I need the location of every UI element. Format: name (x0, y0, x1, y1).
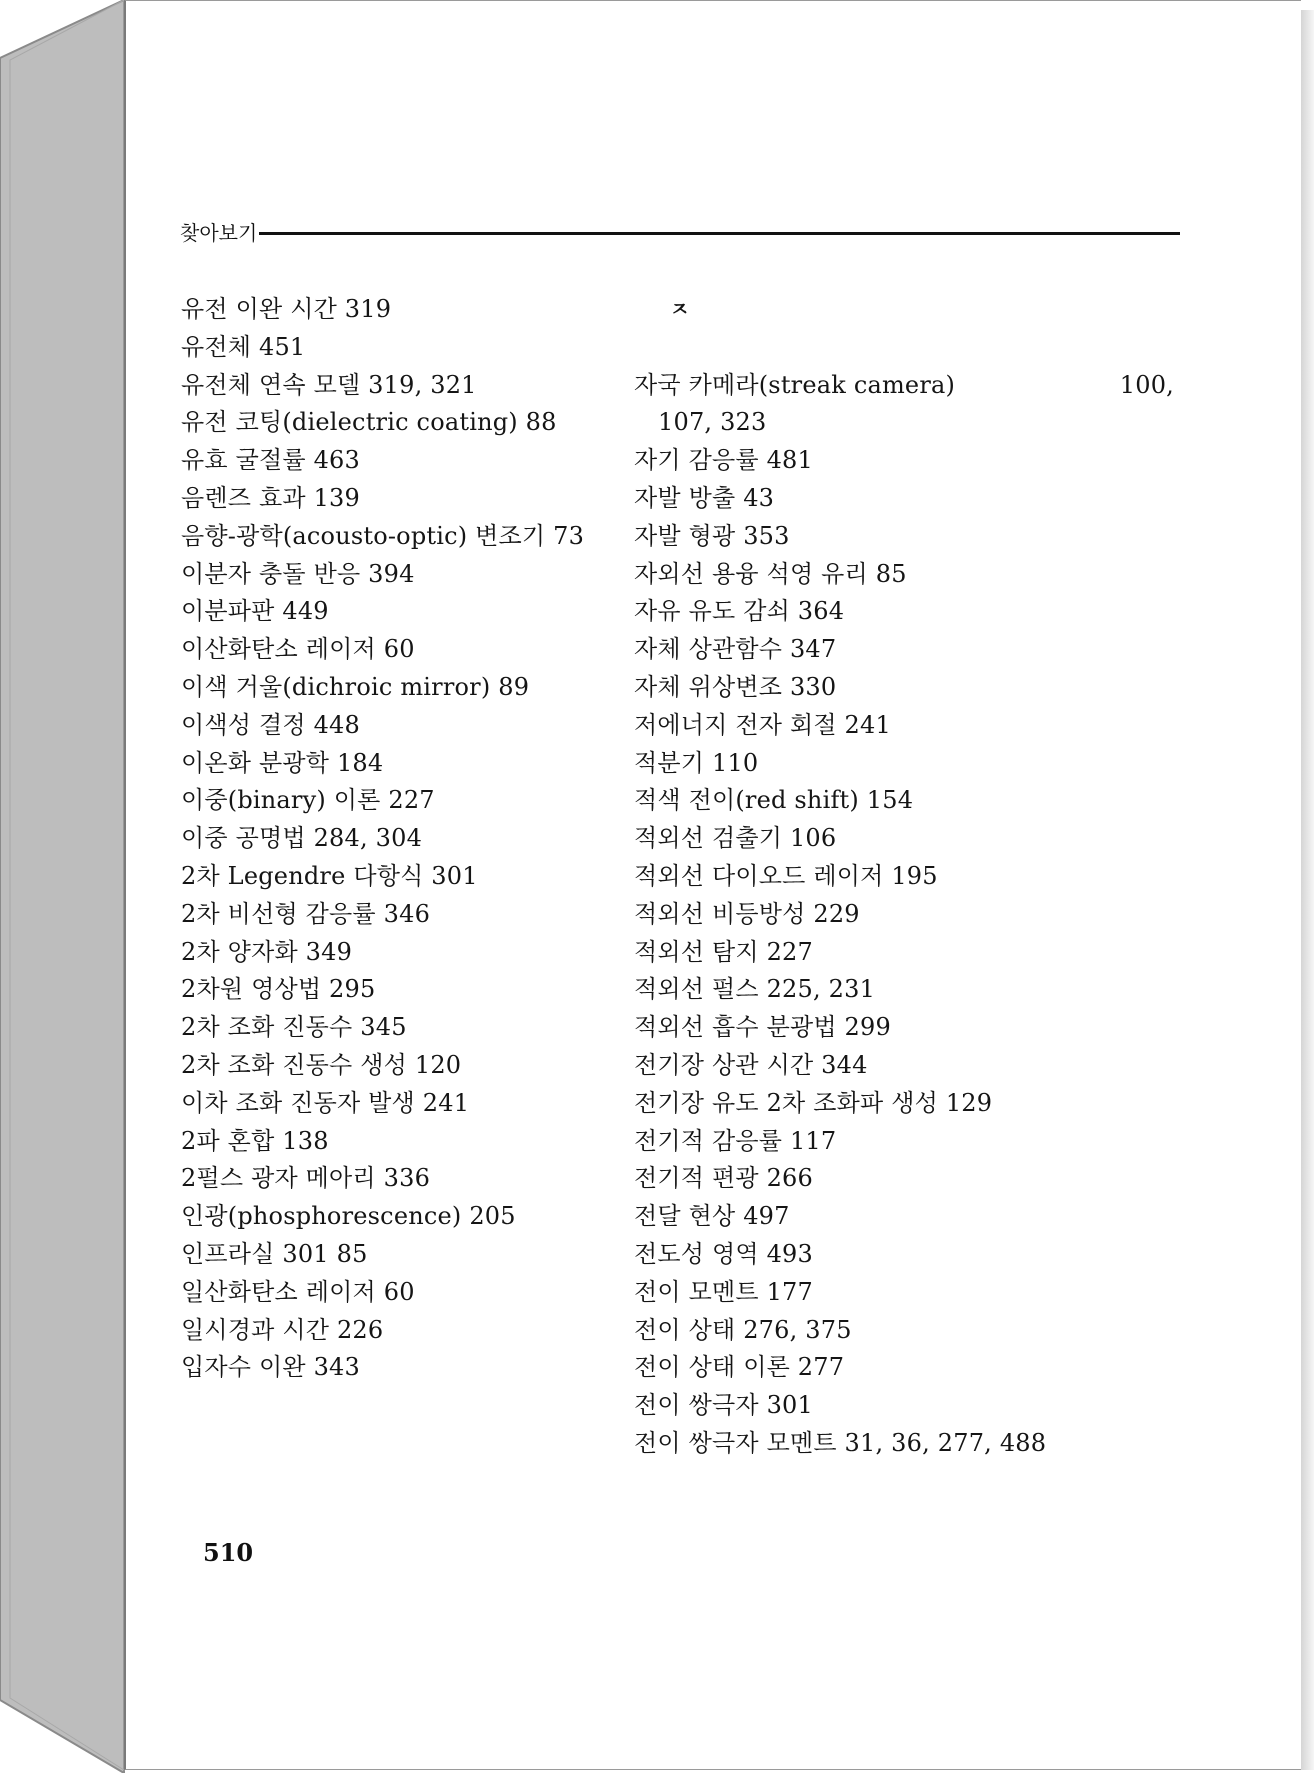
index-entry: 인프라실 301 85 (181, 1239, 368, 1268)
index-entry: 적외선 탐지 227 (634, 937, 813, 966)
index-entry: 자발 방출 43 (634, 483, 775, 512)
running-head-rule (259, 232, 1180, 235)
index-entry: 전기장 상관 시간 344 (634, 1050, 868, 1079)
index-entry: 자외선 용융 석영 유리 85 (634, 559, 907, 588)
index-entry: 전이 쌍극자 301 (634, 1391, 813, 1420)
index-entry: 이중(binary) 이론 227 (181, 786, 435, 815)
index-entry: 적외선 검출기 106 (634, 824, 837, 853)
index-entry: 전이 모멘트 177 (634, 1277, 813, 1306)
index-entry: 이색성 결정 448 (181, 710, 360, 739)
running-head-label: 찾아보기 (180, 220, 258, 245)
index-entry: 전이 상태 276, 375 (634, 1315, 852, 1344)
index-entry: 전달 현상 497 (634, 1202, 790, 1231)
index-entry: 입자수 이완 343 (181, 1353, 360, 1382)
page-number: 510 (203, 1538, 254, 1567)
index-entry: 유전 이완 시간 319 (181, 295, 392, 323)
index-entry: 전기장 유도 2차 조화파 생성 129 (634, 1088, 993, 1117)
index-entry-continuation: 107, 323 (658, 408, 767, 437)
index-entry: 2차 Legendre 다항식 301 (181, 861, 478, 890)
index-column-left (181, 291, 626, 1387)
index-entry: 이분파판 449 (181, 597, 329, 626)
running-head (180, 214, 1180, 248)
index-entry: 적외선 다이오드 레이저 195 (634, 861, 938, 890)
index-entry-pages: 100, (1119, 370, 1174, 399)
index-entry: 2차 조화 진동수 생성 120 (181, 1050, 462, 1079)
index-entry: 이색 거울(dichroic mirror) 89 (181, 672, 530, 701)
index-entry: 전기적 감응률 117 (634, 1126, 837, 1155)
book-spine (0, 0, 126, 1773)
index-entry: 2차 조화 진동수 345 (181, 1013, 407, 1042)
index-entry: 전기적 편광 266 (634, 1164, 813, 1193)
index-entry: 유전체 연속 모델 319, 321 (181, 370, 477, 399)
index-entry: 음렌즈 효과 139 (181, 483, 360, 512)
index-entry: 일산화탄소 레이저 60 (181, 1277, 415, 1306)
index-entry: 전이 상태 이론 277 (634, 1353, 845, 1382)
section-letter: ㅈ (670, 297, 690, 321)
index-entry: 유효 굴절률 463 (181, 446, 360, 475)
index-entry: 2차 양자화 349 (181, 937, 353, 966)
index-entry: 일시경과 시간 226 (181, 1315, 384, 1344)
index-entry: 자체 상관함수 347 (634, 635, 837, 664)
index-entry: 인광(phosphorescence) 205 (181, 1202, 516, 1231)
index-entry-term: 자국 카메라(streak camera) (634, 370, 956, 399)
index-entry: 2차원 영상법 295 (181, 975, 376, 1004)
index-entry: 적분기 110 (634, 748, 759, 777)
index-entry: 2파 혼합 138 (181, 1126, 329, 1155)
index-entry: 2펄스 광자 메아리 336 (181, 1164, 431, 1193)
index-entry: 자기 감응률 481 (634, 446, 813, 475)
index-entry: 이산화탄소 레이저 60 (181, 635, 415, 664)
index-entry: 유전 코팅(dielectric coating) 88 (181, 408, 557, 437)
index-entry: 적외선 비등방성 229 (634, 899, 860, 928)
index-entry: 이중 공명법 284, 304 (181, 824, 423, 853)
index-entry: 자발 형광 353 (634, 521, 790, 550)
index-entry: 적외선 펄스 225, 231 (634, 975, 876, 1004)
index-entry: 전이 쌍극자 모멘트 31, 36, 277, 488 (634, 1428, 1047, 1457)
index-entry: 이분자 충돌 반응 394 (181, 559, 415, 588)
index-entry: 이온화 분광학 184 (181, 748, 384, 777)
index-entry: 전도성 영역 493 (634, 1239, 813, 1268)
section-spacer (634, 329, 1174, 367)
index-entry (634, 367, 1174, 405)
index-entry: 자유 유도 감쇠 364 (634, 597, 845, 626)
index-column-right (634, 291, 1174, 1463)
index-entry: 자체 위상변조 330 (634, 672, 837, 701)
index-entry: 저에너지 전자 회절 241 (634, 710, 891, 739)
index-entry: 2차 비선형 감응률 346 (181, 899, 431, 928)
index-entry: 음향-광학(acousto-optic) 변조기 73 (181, 521, 585, 550)
index-entry: 적외선 흡수 분광법 299 (634, 1013, 891, 1042)
index-entry: 적색 전이(red shift) 154 (634, 786, 914, 815)
index-entry: 유전체 451 (181, 332, 306, 361)
index-entry: 이차 조화 진동자 발생 241 (181, 1088, 470, 1117)
